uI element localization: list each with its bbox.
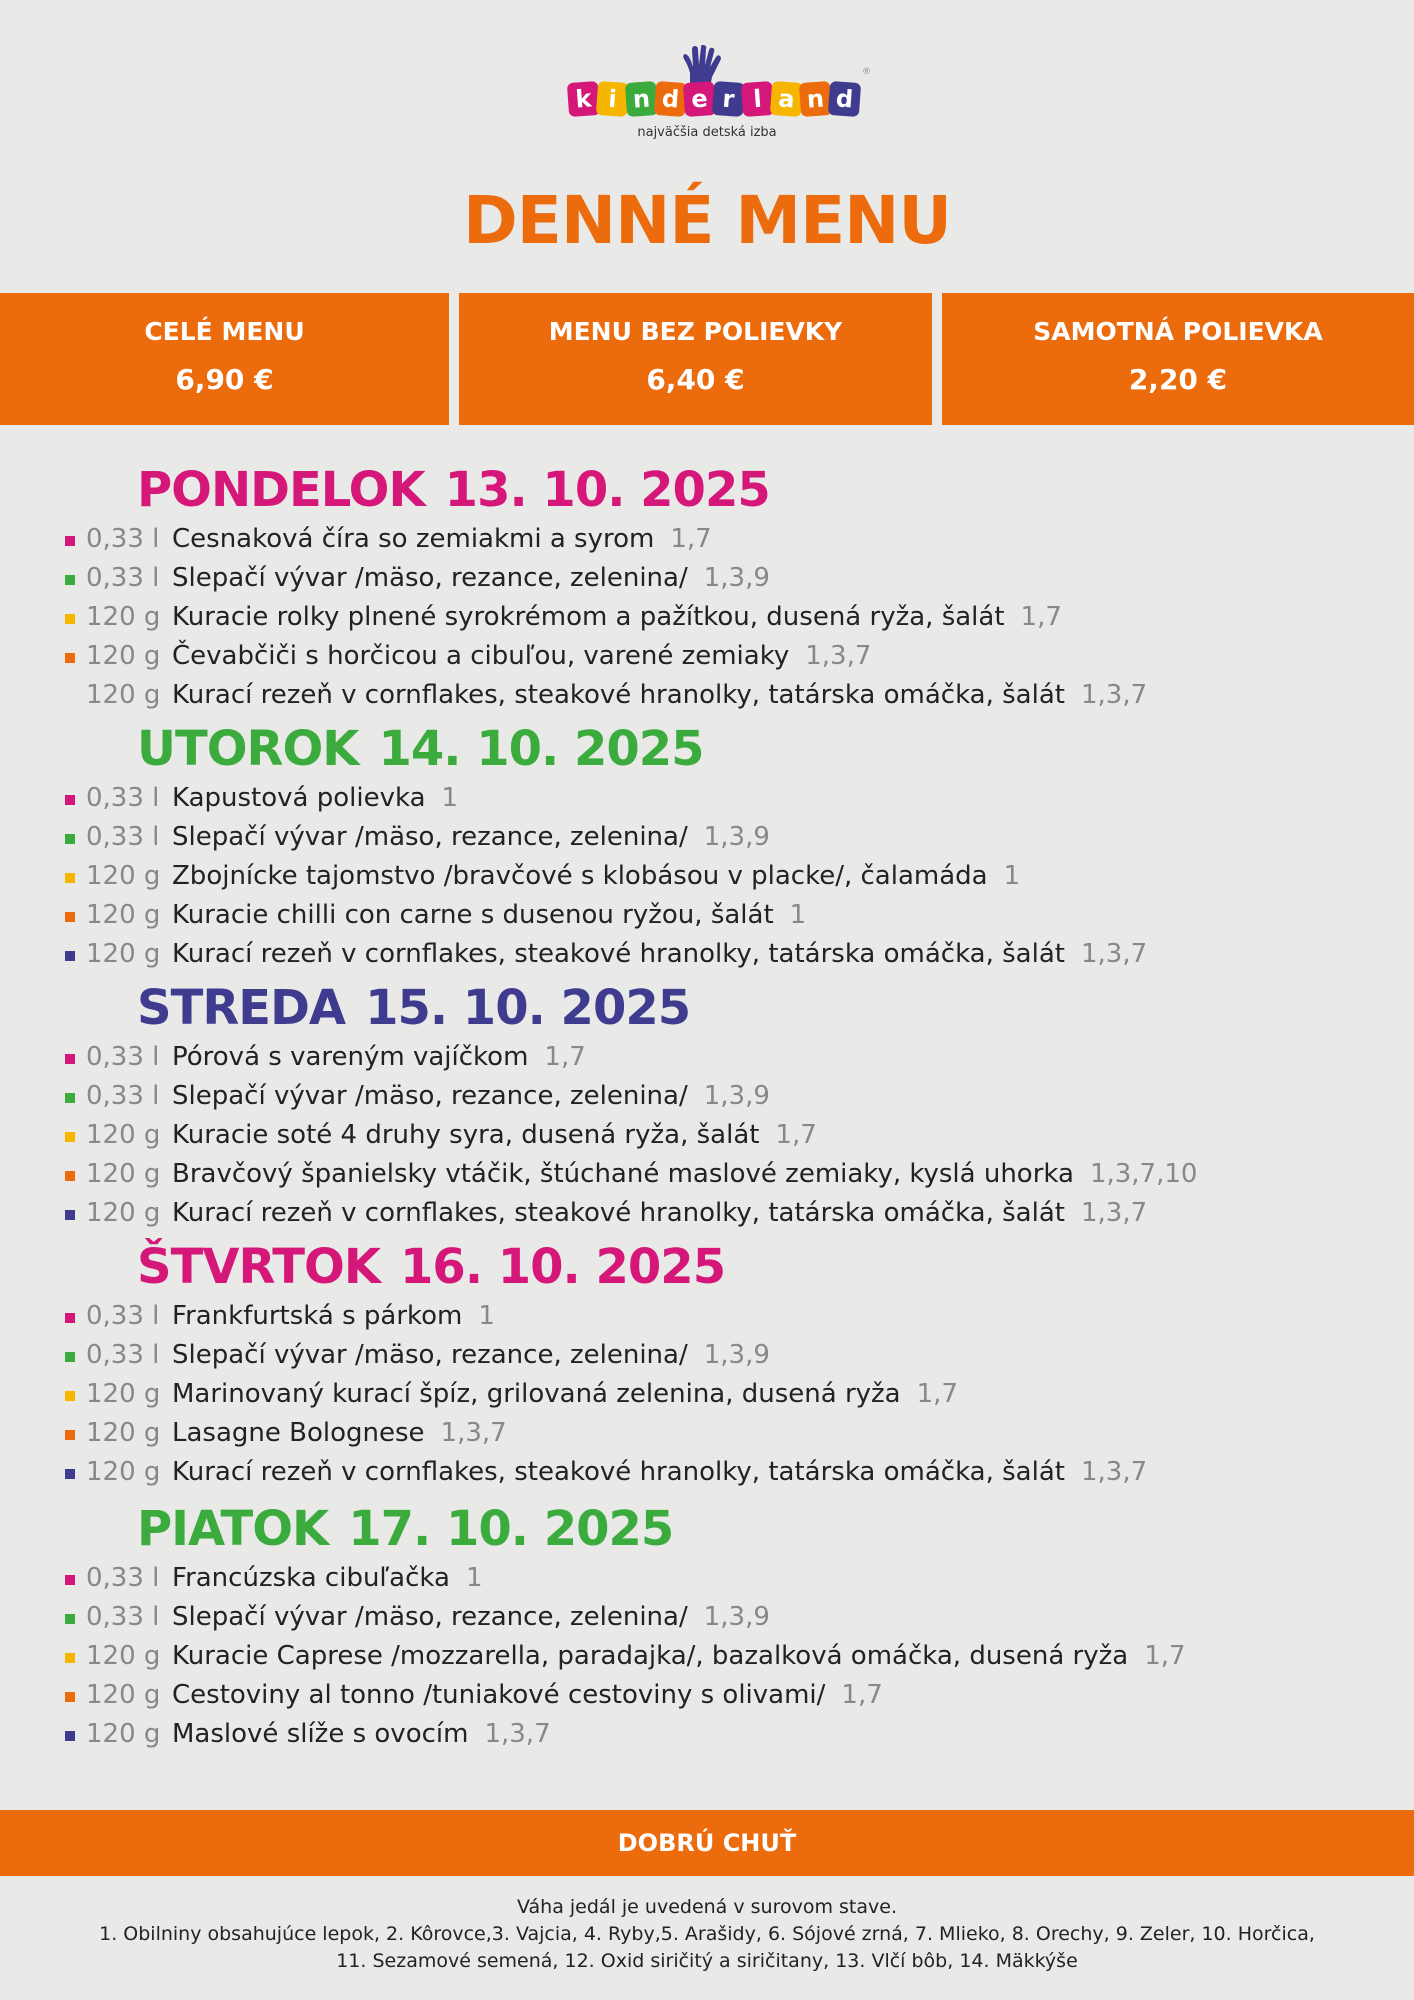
day-name: PONDELOK <box>137 462 425 518</box>
brand-logo <box>0 45 1414 155</box>
dish-line <box>172 1042 586 1072</box>
bullet-marker <box>65 951 75 961</box>
dish-line <box>172 1563 483 1593</box>
day-name: PIATOK <box>137 1501 329 1557</box>
day-date: 14. 10. 2025 <box>378 721 704 777</box>
allergen-codes: 1,3,7 <box>805 641 872 671</box>
bullet-marker <box>65 1210 75 1220</box>
dish-line <box>172 1379 958 1409</box>
portion-amount: 0,33 l <box>86 783 160 813</box>
portion-amount: 120 g <box>86 1641 161 1671</box>
dish-name: Kurací rezeň v cornflakes, steakové hranolky, tatárska omáčka, šalát <box>172 939 1065 969</box>
dish-line <box>172 1081 770 1111</box>
day-heading <box>137 1501 673 1557</box>
bullet-marker <box>65 614 75 624</box>
allergen-codes: 1,3,7 <box>1080 1457 1148 1487</box>
bullet-marker <box>65 1352 75 1362</box>
bullet-marker <box>65 873 75 883</box>
portion-amount: 120 g <box>86 1379 161 1409</box>
dish-line <box>172 861 1020 891</box>
price-value: 6,90 € <box>175 363 274 396</box>
dish-name: Čevabčiči s horčicou a cibuľou, varené zemiaky <box>172 641 790 671</box>
logo-letter: d <box>654 81 687 117</box>
bullet-marker <box>65 1469 75 1479</box>
allergen-codes: 1,3,9 <box>703 1602 770 1632</box>
dish-name: Slepačí vývar /mäso, rezance, zelenina/ <box>172 822 688 852</box>
allergen-codes: 1 <box>478 1301 495 1331</box>
logo-letter: e <box>683 81 716 117</box>
day-heading <box>137 980 690 1036</box>
dish-line <box>172 1602 770 1632</box>
allergen-codes: 1,7 <box>916 1379 958 1409</box>
day-name: ŠTVRTOK <box>137 1239 381 1295</box>
dish-name: Marinovaný kurací špíz, grilovaná zelenina, dusená ryža <box>172 1379 901 1409</box>
dish-name: Zbojnícke tajomstvo /bravčové s klobásou v placke/, čalamáda <box>172 861 988 891</box>
portion-amount: 0,33 l <box>86 1602 160 1632</box>
registered-mark: ® <box>862 67 871 77</box>
portion-amount: 120 g <box>86 1198 161 1228</box>
logo-letter: n <box>625 81 658 117</box>
dish-line <box>172 1457 1147 1487</box>
day-date: 17. 10. 2025 <box>348 1501 674 1557</box>
day-date: 15. 10. 2025 <box>365 980 691 1036</box>
logo-wordmark <box>568 82 868 128</box>
portion-amount: 120 g <box>86 900 161 930</box>
bullet-marker <box>65 1575 75 1585</box>
allergen-codes: 1,3,7 <box>440 1418 507 1448</box>
bullet-marker <box>65 1692 75 1702</box>
day-name: UTOROK <box>137 721 359 777</box>
dish-line <box>172 1159 1197 1189</box>
logo-letter: r <box>712 81 745 117</box>
dish-name: Frankfurtská s párkom <box>172 1301 463 1331</box>
dish-name: Kuracie rolky plnené syrokrémom a pažítkou, dusená ryža, šalát <box>172 602 1005 632</box>
logo-letter: n <box>799 81 832 117</box>
allergen-codes: 1,7 <box>775 1120 817 1150</box>
allergen-legend-line-2: 11. Sezamové semená, 12. Oxid siričitý a siričitany, 13. Vlčí bôb, 14. Mäkkýše <box>336 1950 1078 1972</box>
dish-name: Kurací rezeň v cornflakes, steakové hranolky, tatárska omáčka, šalát <box>172 1457 1065 1487</box>
allergen-codes: 1,7 <box>544 1042 586 1072</box>
portion-amount: 0,33 l <box>86 563 160 593</box>
bullet-marker <box>65 1171 75 1181</box>
bullet-marker <box>65 834 75 844</box>
dish-line <box>172 1120 817 1150</box>
allergen-codes: 1,7 <box>670 524 712 554</box>
dish-name: Kuracie soté 4 druhy syra, dusená ryža, šalát <box>172 1120 760 1150</box>
bullet-marker <box>65 912 75 922</box>
dish-name: Kuracie Caprese /mozzarella, paradajka/, bazalková omáčka, dusená ryža <box>172 1641 1129 1671</box>
allergen-codes: 1,7 <box>1144 1641 1186 1671</box>
portion-amount: 0,33 l <box>86 1563 160 1593</box>
allergen-codes: 1,3,9 <box>703 1081 770 1111</box>
price-label: MENU BEZ POLIEVKY <box>548 317 843 346</box>
dish-name: Kurací rezeň v cornflakes, steakové hranolky, tatárska omáčka, šalát <box>172 1198 1065 1228</box>
dish-name: Cesnaková číra so zemiakmi a syrom <box>172 524 655 554</box>
allergen-codes: 1 <box>789 900 807 930</box>
weight-note: Váha jedál je uvedená v surovom stave. <box>517 1896 897 1918</box>
bullet-marker <box>65 653 75 663</box>
dish-line <box>172 1301 495 1331</box>
dish-name: Francúzska cibuľačka <box>172 1563 450 1593</box>
allergen-codes: 1,3,9 <box>703 563 770 593</box>
dish-name: Kuracie chilli con carne s dusenou ryžou, šalát <box>172 900 774 930</box>
bullet-marker <box>65 1614 75 1624</box>
dish-name: Lasagne Bolognese <box>172 1418 425 1448</box>
dish-name: Slepačí vývar /mäso, rezance, zelenina/ <box>172 1602 688 1632</box>
dish-name: Bravčový španielsky vtáčik, štúchané maslové zemiaky, kyslá uhorka <box>172 1159 1074 1189</box>
bullet-marker <box>65 1430 75 1440</box>
portion-amount: 120 g <box>86 861 161 891</box>
day-heading <box>137 462 770 518</box>
allergen-codes: 1,3,9 <box>703 822 770 852</box>
dish-name: Cestoviny al tonno /tuniakové cestoviny s olivami/ <box>172 1680 826 1710</box>
dish-name: Slepačí vývar /mäso, rezance, zelenina/ <box>172 563 688 593</box>
allergen-codes: 1,7 <box>1020 602 1062 632</box>
dish-name: Maslové slíže s ovocím <box>172 1719 469 1749</box>
dish-name: Slepačí vývar /mäso, rezance, zelenina/ <box>172 1340 688 1370</box>
portion-amount: 120 g <box>86 1418 161 1448</box>
dish-line <box>172 1719 551 1749</box>
portion-amount: 0,33 l <box>86 1340 160 1370</box>
price-value: 2,20 € <box>1128 363 1228 396</box>
allergen-codes: 1,3,7 <box>484 1719 551 1749</box>
portion-amount: 120 g <box>86 680 161 710</box>
day-heading <box>137 721 704 777</box>
day-name: STREDA <box>137 980 346 1036</box>
dish-line <box>172 1418 507 1448</box>
allergen-codes: 1,7 <box>841 1680 883 1710</box>
day-date: 16. 10. 2025 <box>400 1239 726 1295</box>
allergen-codes: 1,3,7 <box>1080 680 1148 710</box>
bullet-marker <box>65 575 75 585</box>
dish-line <box>172 1641 1186 1671</box>
allergen-legend-line-1: 1. Obilniny obsahujúce lepok, 2. Kôrovce,3. Vajcia, 4. Ryby,5. Arašidy, 6. Sójové zrná, 7. Mlieko, 8. Orechy, 9. Zeler, 10. Horčica, <box>99 1923 1315 1945</box>
footer-greeting: DOBRÚ CHUŤ <box>0 1810 1414 1876</box>
price-value: 6,40 € <box>646 363 745 396</box>
dish-name: Pórová s vareným vajíčkom <box>172 1042 529 1072</box>
logo-letter: i <box>596 81 629 117</box>
portion-amount: 0,33 l <box>86 1301 160 1331</box>
page-title: DENNÉ MENU <box>463 182 951 259</box>
dish-line <box>172 1680 883 1710</box>
portion-amount: 120 g <box>86 1457 161 1487</box>
portion-amount: 0,33 l <box>86 1042 160 1072</box>
dish-line <box>172 900 806 930</box>
dish-line <box>172 524 712 554</box>
bullet-marker <box>65 1653 75 1663</box>
price-label: SAMOTNÁ POLIEVKA <box>1033 317 1323 346</box>
logo-letter: a <box>770 81 803 117</box>
bullet-marker <box>65 536 75 546</box>
price-box-soup-only <box>942 293 1414 425</box>
portion-amount: 0,33 l <box>86 1081 160 1111</box>
allergen-codes: 1 <box>1003 861 1021 891</box>
allergen-codes: 1,3,7,10 <box>1089 1159 1198 1189</box>
price-box-menu-without-soup <box>459 293 932 425</box>
dish-line <box>172 939 1147 969</box>
allergen-codes: 1 <box>465 1563 483 1593</box>
portion-amount: 120 g <box>86 1680 161 1710</box>
allergen-codes: 1,3,7 <box>1080 1198 1148 1228</box>
portion-amount: 120 g <box>86 1719 161 1749</box>
portion-amount: 120 g <box>86 939 161 969</box>
bullet-marker <box>65 1391 75 1401</box>
price-box-full-menu <box>0 293 449 425</box>
bullet-marker <box>65 1093 75 1103</box>
brand-tagline: najväčšia detská izba <box>637 125 777 140</box>
dish-line <box>172 602 1062 632</box>
dish-name: Slepačí vývar /mäso, rezance, zelenina/ <box>172 1081 688 1111</box>
bullet-marker <box>65 1132 75 1142</box>
price-label: CELÉ MENU <box>144 317 305 346</box>
portion-amount: 120 g <box>86 1120 161 1150</box>
dish-line <box>172 1340 770 1370</box>
bullet-marker <box>65 1054 75 1064</box>
allergen-codes: 1,3,7 <box>1080 939 1148 969</box>
allergen-codes: 1 <box>441 783 459 813</box>
portion-amount: 120 g <box>86 641 161 671</box>
dish-line <box>172 563 770 593</box>
dish-line <box>172 680 1147 710</box>
dish-line <box>172 822 770 852</box>
logo-letter: d <box>828 81 861 117</box>
portion-amount: 0,33 l <box>86 524 160 554</box>
portion-amount: 0,33 l <box>86 822 160 852</box>
day-heading <box>137 1239 725 1295</box>
dish-line <box>172 1198 1147 1228</box>
bullet-marker <box>65 1731 75 1741</box>
portion-amount: 120 g <box>86 1159 161 1189</box>
portion-amount: 120 g <box>86 602 161 632</box>
dish-line <box>172 641 871 671</box>
logo-letter: l <box>741 81 774 117</box>
dish-line <box>172 783 458 813</box>
bullet-marker <box>65 1313 75 1323</box>
dish-name: Kurací rezeň v cornflakes, steakové hranolky, tatárska omáčka, šalát <box>172 680 1065 710</box>
bullet-marker <box>65 795 75 805</box>
logo-letter: k <box>567 81 600 117</box>
allergen-codes: 1,3,9 <box>703 1340 770 1370</box>
dish-name: Kapustová polievka <box>172 783 426 813</box>
day-date: 13. 10. 2025 <box>444 462 770 518</box>
